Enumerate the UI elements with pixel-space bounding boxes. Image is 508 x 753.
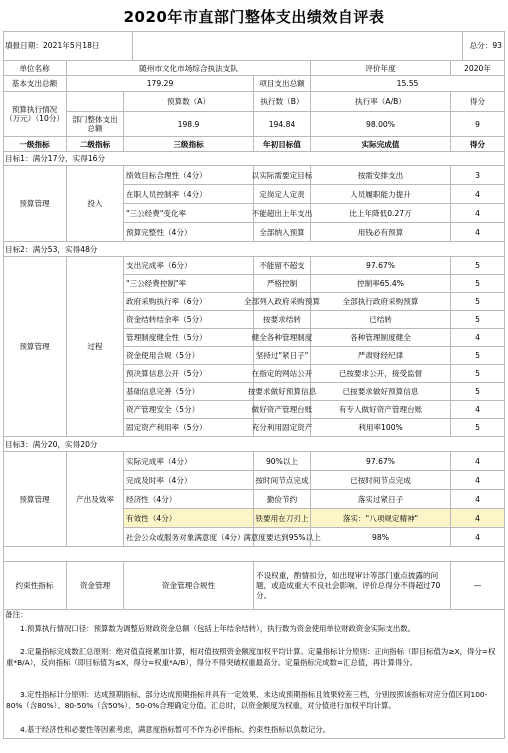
fill-date: 填报日期：2021年5月18日 — [3, 31, 133, 61]
col-header-level1: 一级指标 — [3, 137, 67, 152]
table-cell-target: 满意度要达到95%以上 — [254, 528, 311, 547]
table-cell-indicator: 资产管理安全（5分） — [124, 401, 254, 419]
table-cell-actual: 已按要求公开，接受监督 — [311, 365, 451, 383]
exec-budget: 198.9 — [124, 112, 254, 137]
table-cell-indicator: 固定资产利用率（5分） — [124, 419, 254, 437]
table-cell-indicator: 管理制度健全性（5分） — [124, 329, 254, 347]
table-cell-actual: 97.67% — [311, 452, 451, 471]
table-cell-score: 4 — [451, 509, 505, 528]
col-header-level2: 二级指标 — [67, 137, 124, 152]
goal3-level2: 产出及效率 — [67, 452, 124, 547]
table-cell-score: 5 — [451, 311, 505, 329]
table-cell-indicator: 在职人员控制率（4分） — [124, 185, 254, 204]
table-cell-score: 5 — [451, 383, 505, 401]
table-cell-score: 4 — [451, 329, 505, 347]
exec-col: 执行数（B） — [254, 92, 311, 112]
note-1: 1.预算执行情况口径：预算数为调整后财政资金总额（包括上年结余结转），执行数为资金使用单位财政资金实际支出数。 — [20, 624, 416, 633]
col-header-level3: 三级指标 — [124, 137, 254, 152]
table-cell-target: 按要求结转 — [254, 311, 311, 329]
exec-header-blank — [67, 92, 124, 112]
table-cell-target: 坚持过"紧日子" — [254, 347, 311, 365]
goal1-title: 目标1：满分17分，实得16分 — [3, 152, 505, 166]
table-cell-target: 按要求做好预算信息 — [254, 383, 311, 401]
exec-rate: 98.00% — [311, 112, 451, 137]
table-cell-target: 不能留不超支 — [254, 257, 311, 275]
goal2-level1: 预算管理 — [3, 257, 67, 437]
table-cell-indicator: "三公经费"变化率 — [124, 204, 254, 223]
table-cell-score: 5 — [451, 347, 505, 365]
rate-col: 执行率（A/B） — [311, 92, 451, 112]
table-cell-indicator: 基础信息完善（5分） — [124, 383, 254, 401]
table-cell-score: 5 — [451, 257, 505, 275]
table-cell-actual: 有专人做好资产管理台账 — [311, 401, 451, 419]
table-cell-score: 4 — [451, 204, 505, 223]
constraint-level1: 约束性指标 — [3, 562, 67, 610]
goal1-level1: 预算管理 — [3, 166, 67, 242]
exec-row-label: 部门整体支出总额 — [67, 112, 124, 137]
budget-col: 预算数（A） — [124, 92, 254, 112]
exec-label: 预算执行情况（万元）（10分） — [3, 92, 67, 137]
table-cell-actual: 按需安排支出 — [311, 166, 451, 185]
table-cell-indicator: 预决算信息公开（5分） — [124, 365, 254, 383]
table-cell-indicator: 政府采购执行率（6分） — [124, 293, 254, 311]
table-cell-indicator: 完成及时率（4分） — [124, 471, 254, 490]
table-cell-target: 铁要用在刀刃上 — [254, 509, 311, 528]
table-cell-indicator: 实际完成率（4分） — [124, 452, 254, 471]
table-cell-target: 在指定的网站公开 — [254, 365, 311, 383]
blank-row — [3, 547, 505, 562]
table-cell-score: 4 — [451, 452, 505, 471]
unit-name: 随州市文化市场综合执法支队 — [67, 61, 311, 76]
table-cell-actual: 用钱必有预算 — [311, 223, 451, 242]
table-cell-indicator: 资金结转结余率（5分） — [124, 311, 254, 329]
table-cell-actual: 已按要求做好预算信息 — [311, 383, 451, 401]
table-cell-actual: 落实："八项规定精神" — [311, 509, 451, 528]
exec-value: 194.84 — [254, 112, 311, 137]
table-cell-actual: 已按时间节点完成 — [311, 471, 451, 490]
table-cell-score: 3 — [451, 166, 505, 185]
year-value: 2020年 — [451, 61, 505, 76]
notes-label: 备注： — [5, 610, 28, 619]
table-cell-score: 5 — [451, 365, 505, 383]
table-cell-actual: 97.67% — [311, 257, 451, 275]
table-cell-actual: 全部执行政府采购预算 — [311, 293, 451, 311]
constraint-level3: 资金管理合规性 — [124, 562, 254, 610]
constraint-score: — — [451, 562, 505, 610]
table-cell-indicator: 有效性（4分） — [124, 509, 254, 528]
table-cell-score: 5 — [451, 293, 505, 311]
table-cell-score: 4 — [451, 401, 505, 419]
col-header-actual: 实际完成值 — [311, 137, 451, 152]
table-cell-score: 4 — [451, 528, 505, 547]
project-label: 项目支出总额 — [254, 76, 311, 92]
goal3-level1: 预算管理 — [3, 452, 67, 547]
note-2: 2.定量指标完成数汇总原则：绝对值直接累加计算，相对值按照资金额度加权平均计算。定量指标计分原则：正向指标（即目标值为≥X，得分=权重*B/A），反向指标（即目标值为≤X，得分=权重*A/B），得分不得突破权重最高分。定量指标完成数=汇总值，再计算得分。 — [6, 647, 496, 667]
table-cell-target: 做好资产管理台账 — [254, 401, 311, 419]
constraint-level2: 资金管理 — [67, 562, 124, 610]
table-cell-indicator: 社会公众或服务对象满意度（4分） — [124, 528, 254, 547]
table-cell-target: 健全各种管理制度 — [254, 329, 311, 347]
table-cell-target: 勤俭节约 — [254, 490, 311, 509]
total-score: 总分：93 — [463, 31, 505, 61]
table-cell-score: 5 — [451, 419, 505, 437]
table-cell-actual: 严肃财经纪律 — [311, 347, 451, 365]
project-value: 15.55 — [311, 76, 505, 92]
col-header-score: 得分 — [451, 137, 505, 152]
table-cell-target: 定岗定人定责 — [254, 185, 311, 204]
table-cell-score: 4 — [451, 490, 505, 509]
table-cell-score: 5 — [451, 275, 505, 293]
table-cell-score: 4 — [451, 185, 505, 204]
table-cell-actual: 已结转 — [311, 311, 451, 329]
table-cell-target: 严格控制 — [254, 275, 311, 293]
table-cell-target: 以实际需要定目标 — [254, 166, 311, 185]
score-col: 得分 — [451, 92, 505, 112]
year-label: 评价年度 — [311, 61, 451, 76]
table-cell-actual: 落实过紧日子 — [311, 490, 451, 509]
table-cell-actual: 比上年降低0.27万 — [311, 204, 451, 223]
unit-label: 单位名称 — [3, 61, 67, 76]
table-cell-indicator: 预算完整性（4分） — [124, 223, 254, 242]
table-cell-actual: 利用率100% — [311, 419, 451, 437]
col-header-target: 年初目标值 — [254, 137, 311, 152]
table-cell-score: 4 — [451, 471, 505, 490]
table-cell-score: 4 — [451, 223, 505, 242]
constraint-desc: 不设权重，酌情扣分，如出现审计等部门重点披露的问题，或造成重大不良社会影响，评价总得分不得超过70分。 — [254, 562, 451, 610]
header-spacer — [133, 31, 463, 61]
exec-score: 9 — [451, 112, 505, 137]
goal2-title: 目标2：满分53，实得48分 — [3, 242, 505, 257]
note-4: 4.基于经济性和必要性等因素考虑，满意度指标暂可不作为必评指标。约束性指标以负数记分。 — [20, 725, 331, 734]
table-cell-indicator: 支出完成率（6分） — [124, 257, 254, 275]
table-cell-indicator: 绩效目标合理性（4分） — [124, 166, 254, 185]
table-cell-target: 90%以上 — [254, 452, 311, 471]
goal1-level2: 投入 — [67, 166, 124, 242]
table-cell-actual: 控制率65.4% — [311, 275, 451, 293]
table-cell-target: 不能超出上年支出 — [254, 204, 311, 223]
goal3-title: 目标3：满分20，实得20分 — [3, 437, 505, 452]
note-3: 3.定性指标计分原则：达成预期指标、部分达成预期指标并具有一定效果、未达成预期指标且效果较差三档，分别按照该指标对应分值区间100-80%（含80%）、80-50%（含50%）、50-0%合理确定分值。汇总时，以资金额度为权重，对分值进行加权平均计算。 — [6, 690, 488, 710]
table-cell-target: 按时间节点完成 — [254, 471, 311, 490]
table-cell-indicator: 资金使用合规（5分） — [124, 347, 254, 365]
basic-value: 179.29 — [67, 76, 254, 92]
table-cell-indicator: 经济性（4分） — [124, 490, 254, 509]
table-cell-target: 充分利用固定资产 — [254, 419, 311, 437]
table-cell-indicator: "三公经费控制"率 — [124, 275, 254, 293]
table-cell-target: 全部纳入预算 — [254, 223, 311, 242]
table-cell-actual: 98% — [311, 528, 451, 547]
table-cell-actual: 各种管理制度健全 — [311, 329, 451, 347]
table-cell-actual: 人员履职能力提升 — [311, 185, 451, 204]
page-title: 2020年市直部门整体支出绩效自评表 — [123, 8, 385, 26]
basic-label: 基本支出总额 — [3, 76, 67, 92]
goal2-level2: 过程 — [67, 257, 124, 437]
table-cell-target: 全部列入政府采购预算 — [254, 293, 311, 311]
